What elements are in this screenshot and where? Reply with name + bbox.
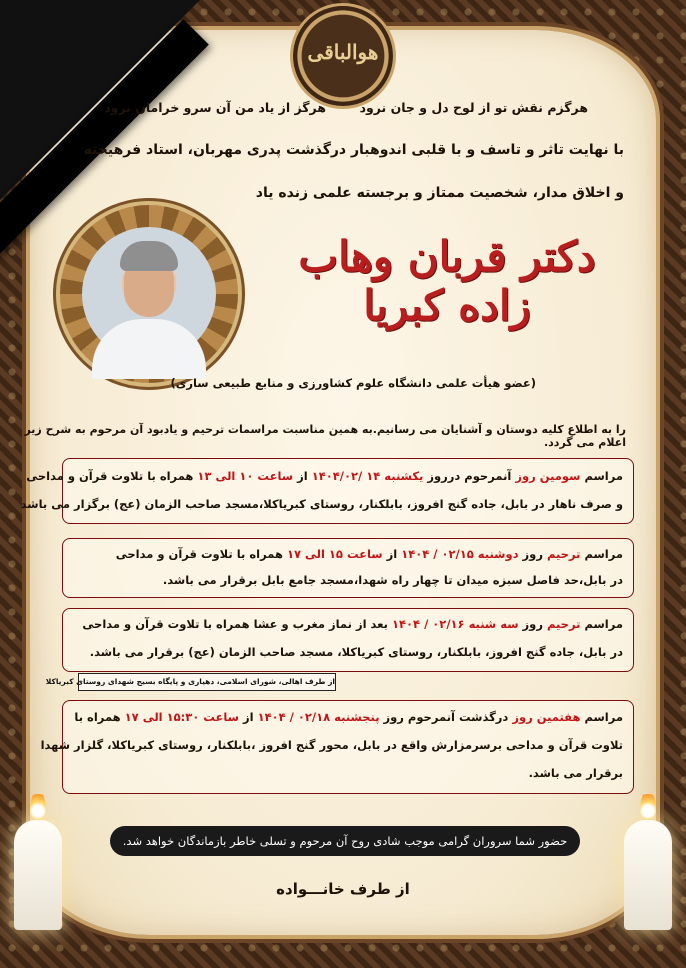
ceremony-box-3 <box>62 608 634 672</box>
ceremony-1-line-1: مراسم سومین روز آنمرحوم درروز یکشنبه ۱۴ /۱۴۰۴/۰۲ از ساعت ۱۰ الی ۱۳ همراه با تلاوت قرآن و مداحی <box>26 469 623 483</box>
deceased-name: دکتر قربان وهاب زاده کبریا <box>298 232 596 330</box>
family-signature: از طرف خانـــواده <box>276 880 410 898</box>
portrait-frame <box>60 205 238 383</box>
poem-right: هرگزم نقش تو از لوح دل و جان نرود <box>359 100 588 115</box>
ceremony-3-line-1: مراسم ترحیم روز سه شنبه ۰۲/۱۶ / ۱۴۰۴ بعد از نماز مغرب و عشا همراه با تلاوت قرآن و مداحی <box>82 617 623 631</box>
ceremony-2-line-2: در بابل،حد فاصل سبزه میدان تا چهار راه شهدا،مسجد جامع بابل برقرار می باشد. <box>162 573 623 587</box>
closing-message: حضور شما سروران گرامی موجب شادی روح آن مرحوم و تسلی خاطر بازماندگان خواهد شد. <box>110 826 580 856</box>
ceremony-3-line-2: در بابل، جاده گنج افروز، بابلکنار، روستای کبریاکلا، مسجد صاحب الزمان (عج) برقرار می باشد. <box>89 645 623 659</box>
poem-left: هرگز از یاد من آن سرو خرامان نرود <box>104 100 326 115</box>
medallion-text: هوالباقی <box>307 40 379 64</box>
intro-line-1: با نهایت تاثر و تاسف و با قلبی اندوهبار درگذشت پدری مهربان، استاد فرهیخته <box>83 142 624 158</box>
affiliation: (عضو هیأت علمی دانشگاه علوم کشاورزی و منابع طبیعی ساری) <box>170 376 536 390</box>
candle-icon-left <box>14 820 62 930</box>
ceremony-box-4 <box>40 700 634 794</box>
ceremony-box-2 <box>62 538 634 598</box>
ceremony-2-line-1: مراسم ترحیم روز دوشنبه ۰۲/۱۵ / ۱۴۰۴ از ساعت ۱۵ الی ۱۷ همراه با تلاوت قرآن و مداحی <box>115 547 623 561</box>
sponsor-note: از طرف اهالی، شورای اسلامی، دهیاری و پایگاه بسیج شهدای روستای کبریاکلا <box>78 673 336 691</box>
portrait-photo <box>82 227 216 361</box>
intro-line-2: و اخلاق مدار، شخصیت ممتاز و برجسته علمی زنده یاد <box>255 185 624 201</box>
notice-text: را به اطلاع کلیه دوستان و آشنایان می رسانیم.به همین مناسبت مراسمات ترحیم و یادبود آن مرحوم به شرح زیر اعلام می گردد. <box>24 423 626 449</box>
medallion-emblem <box>293 6 393 106</box>
ceremony-4-line-2: تلاوت قرآن و مداحی برسرمزارش واقع در بابل، محور گنج افروز ،بابلکنار، روستای کبریاکلا، گلزار شهدا <box>40 738 623 752</box>
ceremony-box-1 <box>20 458 634 524</box>
ceremony-1-line-2: و صرف ناهار در بابل، جاده گنج افروز، بابلکنار، روستای کبریاکلا،مسجد صاحب الزمان (عج) برگزار می باشد <box>20 497 623 511</box>
ceremony-4-line-3: برقرار می باشد. <box>528 766 623 780</box>
ceremony-4-line-1: مراسم هفتمین روز درگذشت آنمرحوم روز پنجشنبه ۰۲/۱۸ / ۱۴۰۴ از ساعت ۱۵:۳۰ الی ۱۷ همراه با <box>74 710 623 724</box>
candle-icon-right <box>624 820 672 930</box>
